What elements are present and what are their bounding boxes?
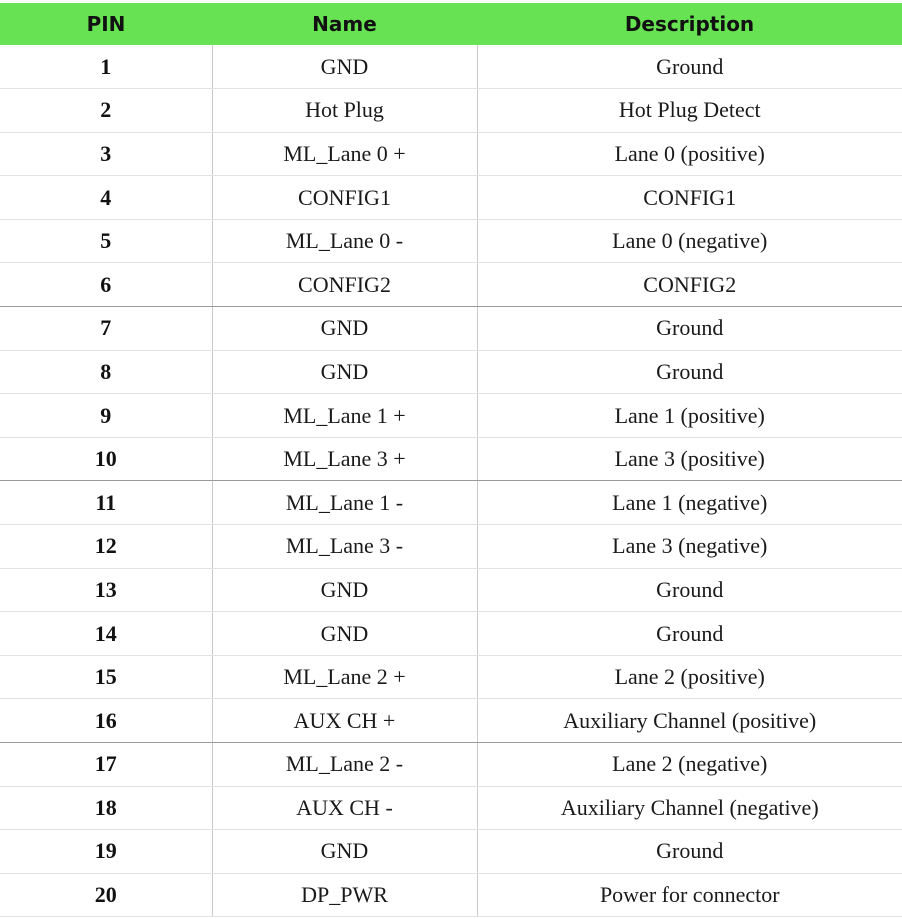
pin-number: 14 bbox=[0, 612, 212, 656]
pin-description: Lane 1 (negative) bbox=[477, 481, 902, 525]
pin-number: 9 bbox=[0, 394, 212, 438]
pin-description: Power for connector bbox=[477, 873, 902, 917]
pin-number: 16 bbox=[0, 699, 212, 743]
pin-name: ML_Lane 0 - bbox=[212, 219, 477, 263]
table-row bbox=[0, 655, 902, 699]
pin-name: CONFIG2 bbox=[212, 263, 477, 307]
pin-description: Lane 3 (positive) bbox=[477, 437, 902, 481]
pin-description: Auxiliary Channel (negative) bbox=[477, 786, 902, 830]
pin-description: CONFIG1 bbox=[477, 176, 902, 220]
pin-name: GND bbox=[212, 830, 477, 874]
pin-name: ML_Lane 3 + bbox=[212, 437, 477, 481]
pin-number: 19 bbox=[0, 830, 212, 874]
table-row bbox=[0, 481, 902, 525]
pin-number: 4 bbox=[0, 176, 212, 220]
pin-description: Lane 2 (negative) bbox=[477, 743, 902, 787]
pin-description: Ground bbox=[477, 350, 902, 394]
pin-description: Ground bbox=[477, 612, 902, 656]
pin-description: Hot Plug Detect bbox=[477, 89, 902, 133]
pin-name: ML_Lane 1 - bbox=[212, 481, 477, 525]
pin-name: AUX CH + bbox=[212, 699, 477, 743]
pin-number: 18 bbox=[0, 786, 212, 830]
pin-description: Lane 0 (negative) bbox=[477, 219, 902, 263]
header-name: Name bbox=[312, 12, 377, 36]
pin-description: Ground bbox=[477, 568, 902, 612]
table-row bbox=[0, 873, 902, 917]
pin-name: GND bbox=[212, 612, 477, 656]
table-row bbox=[0, 786, 902, 830]
pin-description: Ground bbox=[477, 830, 902, 874]
pin-description: CONFIG2 bbox=[477, 263, 902, 307]
table-row bbox=[0, 219, 902, 263]
pin-description: Ground bbox=[477, 45, 902, 89]
table-row bbox=[0, 132, 902, 176]
pin-number: 7 bbox=[0, 307, 212, 351]
pin-number: 20 bbox=[0, 873, 212, 917]
table-row bbox=[0, 437, 902, 481]
pin-number: 5 bbox=[0, 219, 212, 263]
pin-number: 11 bbox=[0, 481, 212, 525]
pin-description: Lane 2 (positive) bbox=[477, 655, 902, 699]
table-header-row bbox=[0, 3, 902, 45]
pin-description: Auxiliary Channel (positive) bbox=[477, 699, 902, 743]
table-row bbox=[0, 307, 902, 351]
table-row bbox=[0, 89, 902, 133]
table-row bbox=[0, 394, 902, 438]
pin-number: 8 bbox=[0, 350, 212, 394]
pin-name: ML_Lane 2 + bbox=[212, 655, 477, 699]
pin-number: 1 bbox=[0, 45, 212, 89]
pin-description: Lane 3 (negative) bbox=[477, 525, 902, 569]
pin-description: Ground bbox=[477, 307, 902, 351]
pin-number: 12 bbox=[0, 525, 212, 569]
table-row bbox=[0, 568, 902, 612]
pin-name: GND bbox=[212, 45, 477, 89]
pin-description: Lane 1 (positive) bbox=[477, 394, 902, 438]
pin-name: CONFIG1 bbox=[212, 176, 477, 220]
table-row bbox=[0, 830, 902, 874]
pin-number: 3 bbox=[0, 132, 212, 176]
table-row bbox=[0, 45, 902, 89]
table-row bbox=[0, 699, 902, 743]
pinout-table bbox=[0, 3, 902, 917]
pin-name: GND bbox=[212, 350, 477, 394]
header-description: Description bbox=[624, 12, 755, 36]
table-row bbox=[0, 743, 902, 787]
table-row bbox=[0, 612, 902, 656]
pin-name: DP_PWR bbox=[212, 873, 477, 917]
pin-name: ML_Lane 1 + bbox=[212, 394, 477, 438]
pin-number: 13 bbox=[0, 568, 212, 612]
table-row bbox=[0, 350, 902, 394]
pin-name: ML_Lane 0 + bbox=[212, 132, 477, 176]
pin-number: 2 bbox=[0, 89, 212, 133]
pin-name: ML_Lane 3 - bbox=[212, 525, 477, 569]
table-row bbox=[0, 525, 902, 569]
header-pin: PIN bbox=[86, 12, 126, 36]
pin-number: 6 bbox=[0, 263, 212, 307]
pin-name: GND bbox=[212, 307, 477, 351]
pin-description: Lane 0 (positive) bbox=[477, 132, 902, 176]
pin-number: 10 bbox=[0, 437, 212, 481]
pin-number: 17 bbox=[0, 743, 212, 787]
pin-name: AUX CH - bbox=[212, 786, 477, 830]
table-row bbox=[0, 176, 902, 220]
pin-name: GND bbox=[212, 568, 477, 612]
pin-number: 15 bbox=[0, 655, 212, 699]
pin-name: ML_Lane 2 - bbox=[212, 743, 477, 787]
pin-name: Hot Plug bbox=[212, 89, 477, 133]
table-row bbox=[0, 263, 902, 307]
